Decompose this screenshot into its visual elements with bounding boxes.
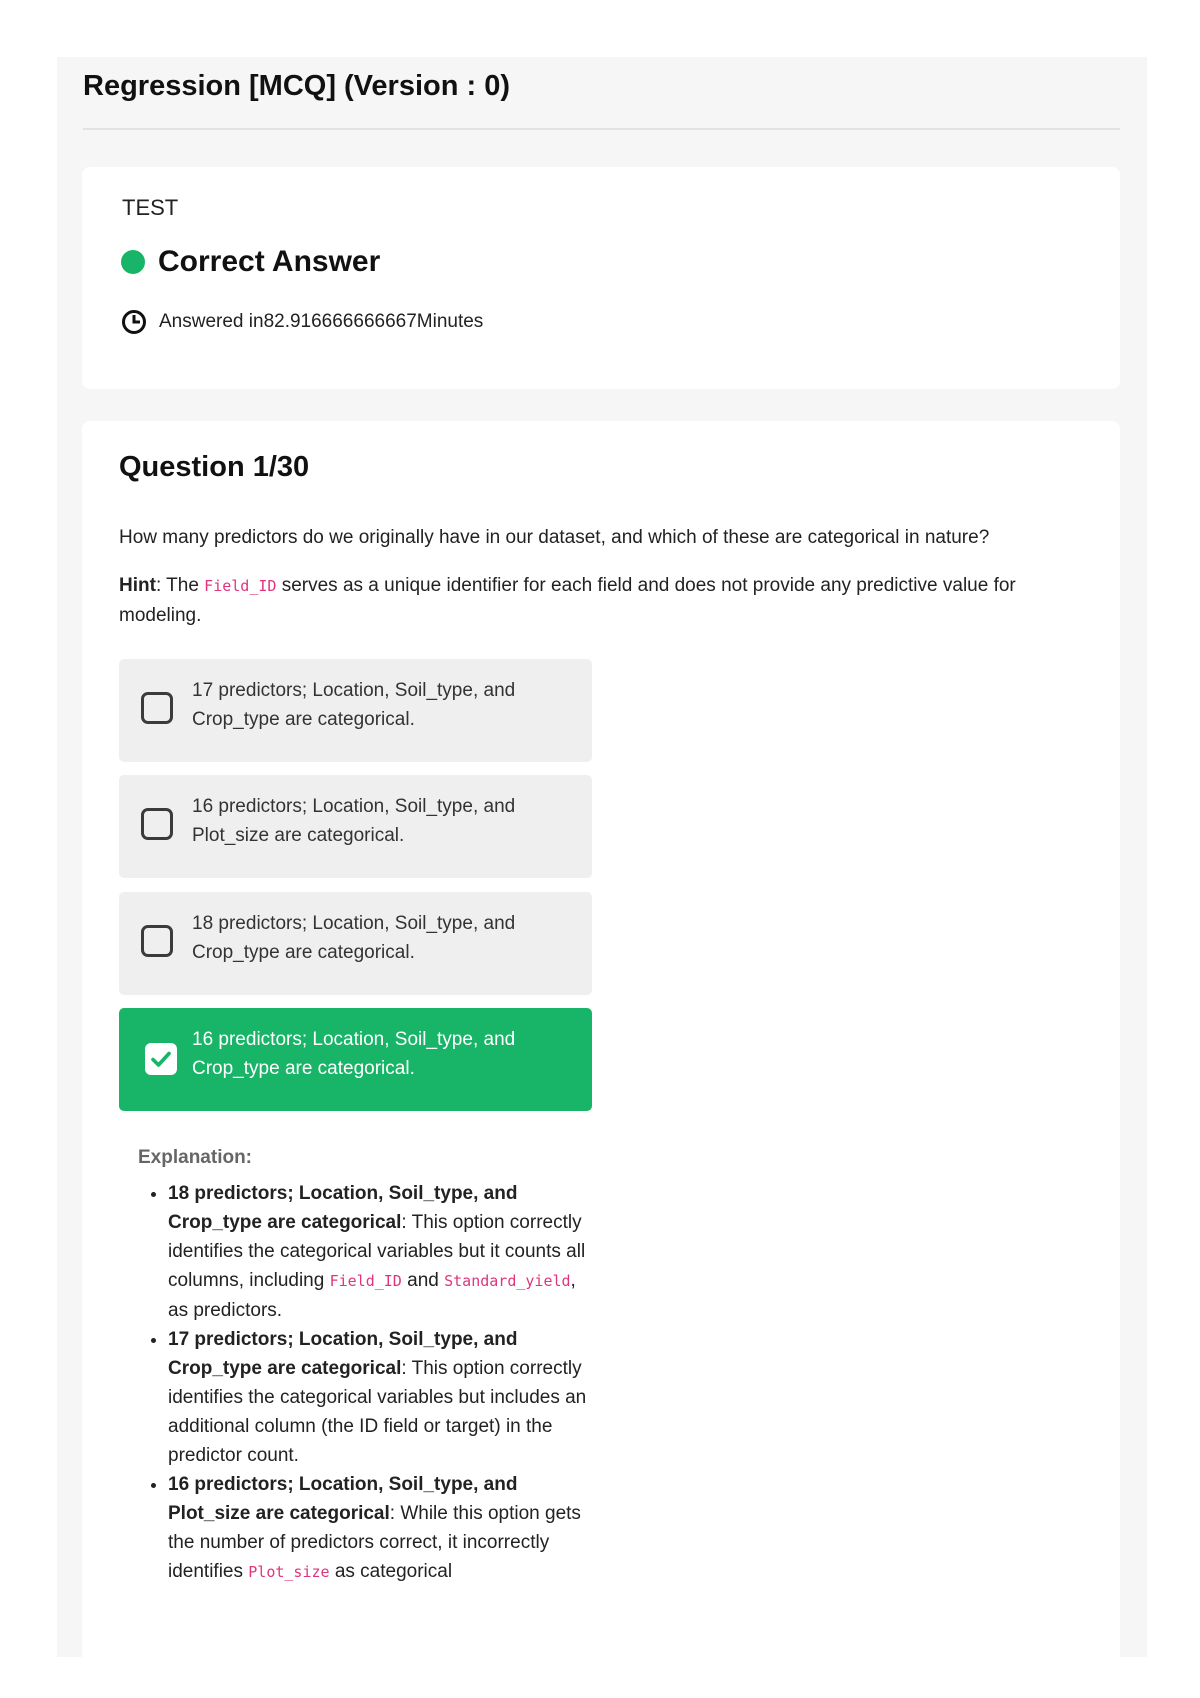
question-card — [82, 421, 1120, 1657]
option-text: 16 predictors; Location, Soil_type, and Plot_size are categorical. — [192, 796, 516, 846]
explanation-item-text: : This option correctly identifies the categorical variables but it counts all columns, including — [168, 1212, 586, 1291]
option-text: 16 predictors; Location, Soil_type, and Crop_type are categorical. — [192, 1029, 516, 1079]
question-title: Question 1/30 — [119, 451, 310, 483]
answered-value: 82.916666666667 — [263, 311, 417, 332]
result-card — [82, 167, 1120, 389]
question-hint — [119, 571, 1079, 630]
checkmark-icon — [151, 1050, 171, 1068]
explanation-item — [168, 1470, 598, 1587]
explanation-item-text: : This option correctly identifies the categorical variables but includes an additional column (the ID field or target) in the predictor count. — [168, 1358, 587, 1466]
hint-code: Field_ID — [204, 577, 277, 595]
code-standard-yield: Standard_yield — [444, 1272, 571, 1290]
hint-label: Hint — [119, 575, 156, 596]
answered-suffix: Minutes — [416, 311, 484, 332]
answered-time — [121, 309, 483, 335]
status-row — [121, 245, 380, 279]
page-frame — [57, 57, 1147, 1657]
code-field-id: Field_ID — [329, 1272, 402, 1290]
explanation-title: Explanation: — [138, 1147, 253, 1168]
explanation-list — [128, 1179, 598, 1587]
test-label: TEST — [122, 195, 179, 220]
checkbox-empty-icon[interactable] — [141, 925, 173, 957]
question-text: How many predictors do we originally have in our dataset, and which of these are categorical in nature? — [119, 527, 990, 548]
explanation-item-text: : While this option gets the number of predictors correct, it incorrectly identifies — [168, 1503, 581, 1582]
clock-icon — [121, 309, 147, 335]
explanation-item-text: as categorical — [329, 1561, 453, 1582]
option-4-selected[interactable] — [119, 1008, 592, 1111]
status-dot-icon — [121, 250, 145, 274]
checkbox-empty-icon[interactable] — [141, 808, 173, 840]
explanation-item-bold: 17 predictors; Location, Soil_type, and Crop_type are categorical — [168, 1329, 518, 1379]
explanation-item-bold: 16 predictors; Location, Soil_type, and Plot_size are categorical — [168, 1474, 518, 1524]
option-text: 17 predictors; Location, Soil_type, and Crop_type are categorical. — [192, 680, 516, 730]
option-text: 18 predictors; Location, Soil_type, and Crop_type are categorical. — [192, 913, 516, 963]
page-header — [83, 57, 1120, 130]
option-2[interactable] — [119, 775, 592, 878]
explanation-item — [168, 1179, 598, 1325]
status-text: Correct Answer — [158, 245, 381, 278]
explanation-item-bold: 18 predictors; Location, Soil_type, and Crop_type are categorical — [168, 1183, 518, 1233]
hint-after: serves as a unique identifier for each field and does not provide any predictive value for modeling. — [119, 575, 1016, 626]
option-3[interactable] — [119, 892, 592, 995]
option-1[interactable] — [119, 659, 592, 762]
explanation-item-text: , as predictors. — [168, 1270, 576, 1321]
page-title: Regression [MCQ] (Version : 0) — [83, 70, 511, 102]
explanation-item — [168, 1325, 598, 1470]
hint-before: : The — [155, 575, 205, 596]
checkbox-checked-icon[interactable] — [145, 1043, 177, 1075]
answered-prefix: Answered in — [159, 311, 264, 332]
explanation-item-text: and — [401, 1270, 445, 1291]
code-plot-size: Plot_size — [248, 1563, 330, 1581]
checkbox-empty-icon[interactable] — [141, 692, 173, 724]
